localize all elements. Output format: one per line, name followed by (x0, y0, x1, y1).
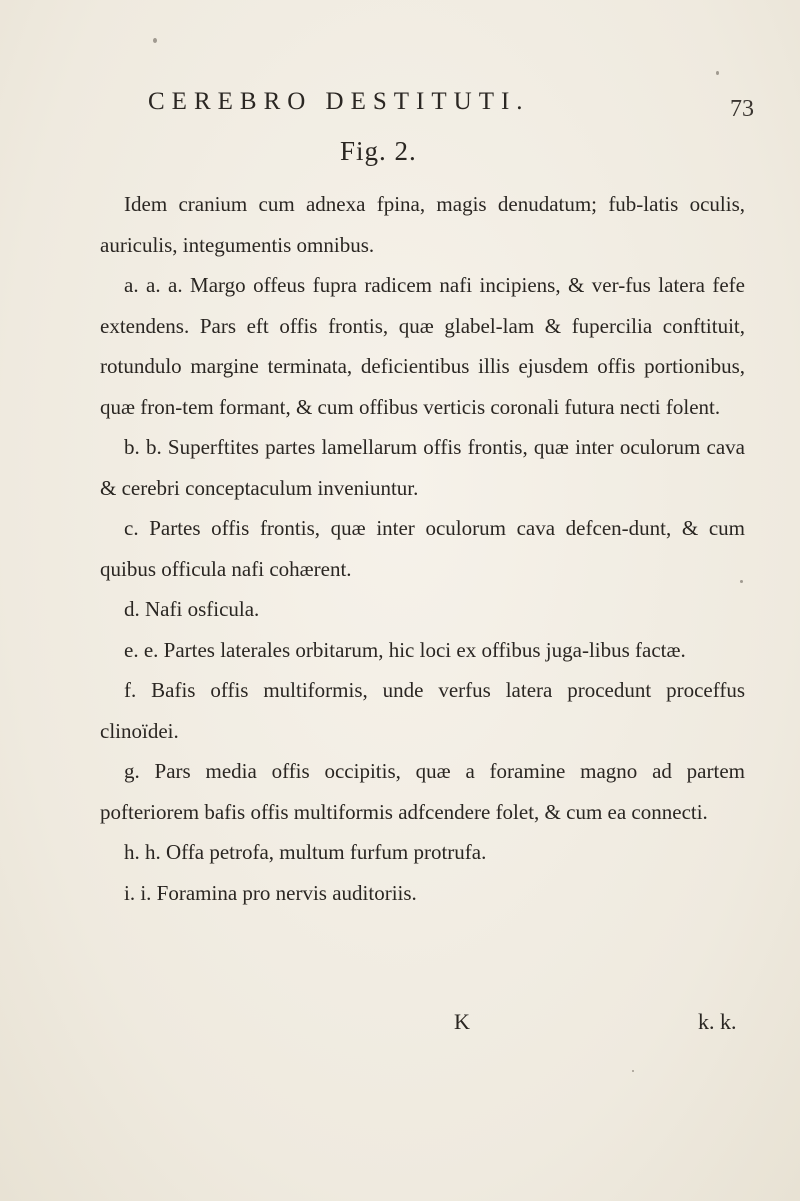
signature-mark: K (454, 1009, 470, 1034)
paper-speck (716, 71, 719, 75)
paragraph: Idem cranium cum adnexa fpina, magis denudatum; fub-latis oculis, auriculis, integumentis omnibus. (100, 192, 745, 257)
page-number: 73 (730, 96, 754, 122)
paragraph: a. a. a. Margo offeus fupra radicem nafi incipiens, & ver-fus latera fefe extendens. Pars eft offis frontis, quæ glabel-lam & fupercilia conftituit, rotundulo margine terminata, deficientibus illis ejusdem offis portionibus, quæ fron-tem formant, & cum offibus verticis coronali futura necti folent. (100, 273, 745, 419)
paragraph: b. b. Superftites partes lamellarum offis frontis, quæ inter oculorum cava & cerebri conceptaculum inveniuntur. (100, 435, 745, 500)
running-title: CEREBRO DESTITUTI. (148, 88, 530, 115)
paragraph: i. i. Foramina pro nervis auditoriis. (124, 880, 417, 905)
paper-speck (153, 38, 157, 43)
paragraph: f. Bafis offis multiformis, unde verfus latera procedunt proceffus clinoïdei. (100, 678, 745, 743)
paper-speck (740, 580, 743, 583)
paragraph: e. e. Partes laterales orbitarum, hic loci ex offibus juga-libus factæ. (124, 637, 686, 662)
body-text (100, 184, 745, 913)
figure-heading: Fig. 2. (340, 136, 417, 166)
paragraph: h. h. Offa petrofa, multum furfum protrufa. (124, 840, 487, 864)
paragraph: d. Nafi osficula. (124, 597, 260, 621)
paragraph: g. Pars media offis occipitis, quæ a foramine magno ad partem pofteriorem bafis offis multiformis adfcendere folet, & cum ea connecti. (100, 759, 745, 824)
catchword: k. k. (698, 1009, 737, 1034)
paragraph: c. Partes offis frontis, quæ inter oculorum cava defcen-dunt, & cum quibus officula nafi cohærent. (100, 516, 745, 581)
paper-speck (632, 1070, 634, 1072)
